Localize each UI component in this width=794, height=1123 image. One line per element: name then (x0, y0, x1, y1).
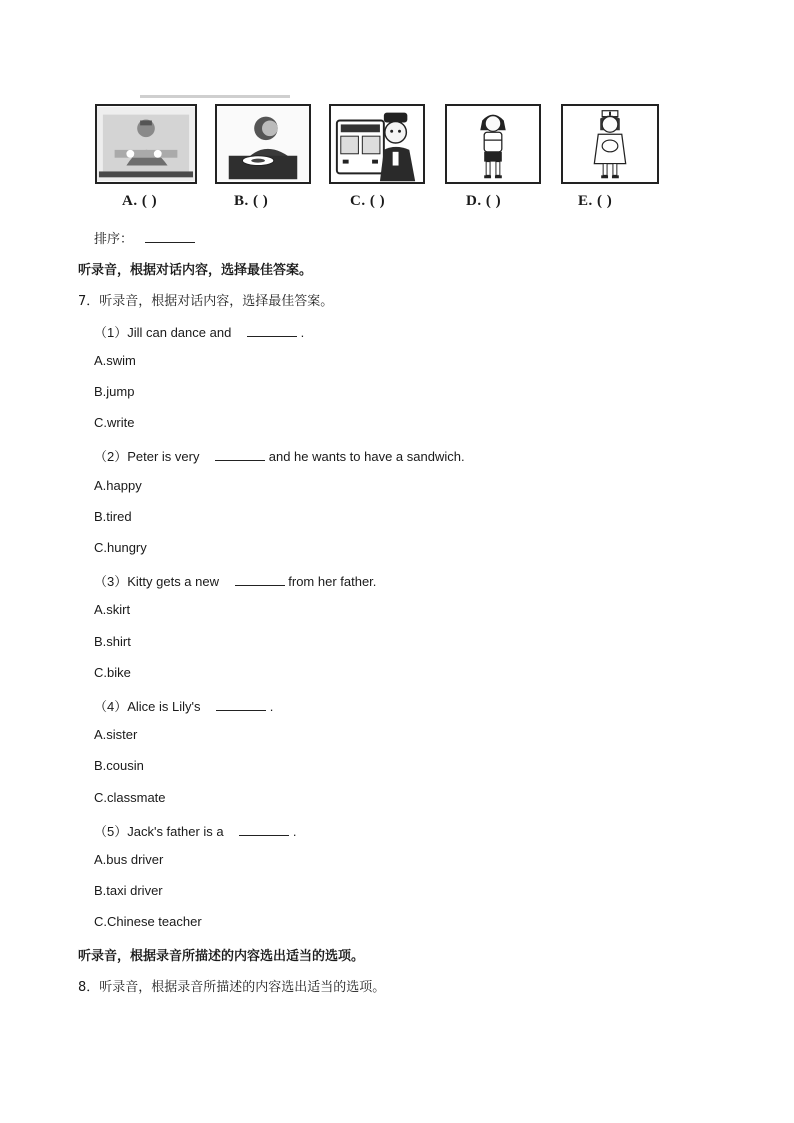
person-at-desk-illustration (97, 106, 195, 182)
question-8-title: 8．听录音，根据录音所描述的内容选出适当的选项。 (78, 980, 386, 995)
picture-b (215, 104, 311, 184)
nurse-illustration (563, 106, 657, 182)
option[interactable]: B.cousin (94, 758, 144, 773)
option[interactable]: C.Chinese teacher (94, 914, 202, 929)
question-stem: （2）Peter is very (94, 449, 200, 464)
picture-d (445, 104, 541, 184)
option[interactable]: A.bus driver (94, 852, 164, 867)
question-stem-end: from her father. (288, 574, 377, 589)
question-stem: （5）Jack's father is a (94, 824, 224, 839)
option[interactable]: B.shirt (94, 634, 131, 649)
option[interactable]: B.jump (94, 384, 135, 399)
scan-noise (140, 95, 290, 98)
question-7-title: 7．听录音，根据对话内容，选择最佳答案。 (78, 294, 334, 309)
bus-driver-illustration (331, 106, 423, 182)
answer-blank[interactable] (216, 698, 266, 711)
question-stem-end: . (292, 824, 297, 839)
question-7-5 (94, 821, 297, 840)
question-7-1 (94, 322, 304, 341)
picture-c-label: C. ( ) (350, 193, 386, 209)
girl-illustration (447, 106, 539, 182)
question-7-4 (94, 696, 273, 715)
question-stem-end: and he wants to have a sandwich. (268, 449, 465, 464)
picture-a (95, 104, 197, 184)
question-7-2 (94, 446, 465, 465)
question-stem: （4）Alice is Lily's (94, 699, 201, 714)
answer-blank[interactable] (239, 823, 289, 836)
question-7-3 (94, 571, 376, 590)
picture-e-label: E. ( ) (578, 193, 613, 209)
answer-blank[interactable] (215, 448, 265, 461)
order-label: 排序： (94, 232, 134, 247)
section-2-heading: 听录音，根据录音所描述的内容选出适当的选项。 (78, 949, 365, 964)
option[interactable]: B.taxi driver (94, 883, 163, 898)
option[interactable]: A.happy (94, 478, 142, 493)
order-answer-blank[interactable] (145, 230, 195, 243)
question-stem-end: . (269, 699, 274, 714)
option[interactable]: A.skirt (94, 602, 131, 617)
option[interactable]: A.swim (94, 353, 136, 368)
picture-e (561, 104, 659, 184)
option[interactable]: C.classmate (94, 790, 166, 805)
question-stem: （3）Kitty gets a new (94, 574, 219, 589)
question-stem: （1）Jill can dance and (94, 325, 232, 340)
picture-a-label: A. ( ) (122, 193, 158, 209)
option[interactable]: C.bike (94, 665, 131, 680)
answer-blank[interactable] (247, 324, 297, 337)
option[interactable]: C.write (94, 415, 135, 430)
option[interactable]: C.hungry (94, 540, 147, 555)
picture-b-label: B. ( ) (234, 193, 269, 209)
order-line (94, 228, 195, 247)
picture-row (95, 104, 665, 188)
option[interactable]: A.sister (94, 727, 138, 742)
person-eating-illustration (217, 106, 309, 182)
section-1-heading: 听录音，根据对话内容，选择最佳答案。 (78, 263, 313, 278)
answer-blank[interactable] (235, 573, 285, 586)
question-stem-end: . (300, 325, 305, 340)
picture-d-label: D. ( ) (466, 193, 502, 209)
option[interactable]: B.tired (94, 509, 132, 524)
picture-c (329, 104, 425, 184)
